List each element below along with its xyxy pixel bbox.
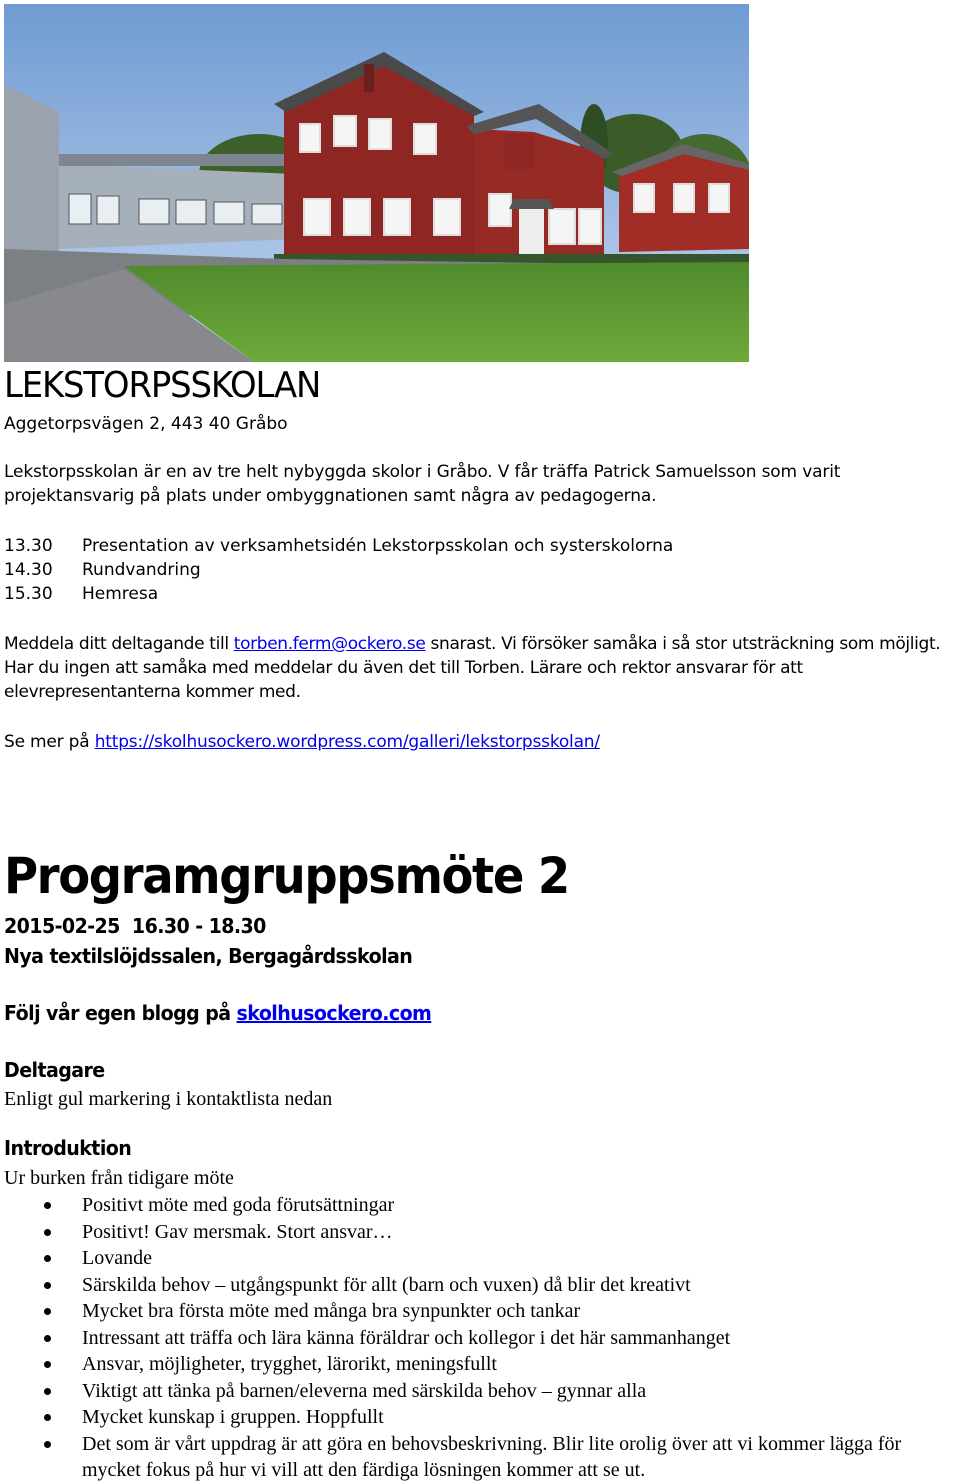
bullet-icon <box>44 1229 51 1236</box>
blog-line <box>4 998 431 1028</box>
schedule-row <box>4 534 673 558</box>
list-item-text: Det som är vårt uppdrag är att göra en behovsbeskrivning. Blir lite orolig över att vi kommer lägga för mycket fokus på hur vi vill att den färdiga lösningen kommer att se ut. <box>82 1432 902 1481</box>
school-address: Aggetorpsvägen 2, 443 40 Gråbo <box>4 414 288 434</box>
schedule-time: 15.30 <box>4 584 53 604</box>
meeting-location: Nya textilslöjdssalen, Bergagårdsskolan <box>4 944 413 968</box>
registration-notice <box>4 632 960 704</box>
school-title: LEKSTORPSSKOLAN <box>4 365 321 406</box>
list-item-text: Mycket kunskap i gruppen. Hoppfullt <box>82 1406 384 1428</box>
bullet-icon <box>44 1282 51 1289</box>
participants-text: Enligt gul markering i kontaktlista nedan <box>4 1088 333 1110</box>
bullet-icon <box>44 1414 51 1421</box>
participants-heading: Deltagare <box>4 1058 105 1082</box>
schedule-list <box>4 534 673 606</box>
list-item-text: Lovande <box>82 1247 152 1269</box>
see-more-line <box>4 730 600 754</box>
list-item-text: Positivt möte med goda förutsättningar <box>82 1194 395 1216</box>
bullet-icon <box>44 1388 51 1395</box>
introduction-heading: Introduktion <box>4 1136 132 1160</box>
schedule-time: 14.30 <box>4 560 53 580</box>
schedule-activity: Hemresa <box>82 584 159 604</box>
list-item <box>0 1378 960 1405</box>
see-more-prefix: Se mer på <box>4 732 95 752</box>
school-photo <box>4 4 749 362</box>
list-item <box>0 1219 960 1246</box>
schedule-time: 13.30 <box>4 536 53 556</box>
bullet-icon <box>44 1308 51 1315</box>
list-item-text: Särskilda behov – utgångspunkt för allt (barn och vuxen) då blir det kreativt <box>82 1273 691 1296</box>
introduction-list <box>0 1192 960 1484</box>
meeting-datetime: 2015-02-25 16.30 - 18.30 <box>4 914 266 938</box>
gallery-link[interactable]: https://skolhusockero.wordpress.com/galleri/lekstorpsskolan/ <box>94 732 600 752</box>
list-item <box>0 1272 960 1299</box>
list-item <box>0 1431 960 1484</box>
bullet-icon <box>44 1202 51 1209</box>
blog-link[interactable]: skolhusockero.com <box>236 1001 432 1025</box>
list-item <box>0 1404 960 1431</box>
meeting-title: Programgruppsmöte 2 <box>4 847 569 905</box>
schedule-row <box>4 558 673 582</box>
bullet-icon <box>44 1361 51 1368</box>
schedule-activity: Presentation av verksamhetsidén Lekstorpsskolan och systerskolorna <box>82 536 674 556</box>
email-link[interactable]: torben.ferm@ockero.se <box>233 634 426 654</box>
introduction-lead: Ur burken från tidigare möte <box>4 1167 234 1189</box>
list-item <box>0 1192 960 1219</box>
list-item <box>0 1298 960 1325</box>
list-item <box>0 1351 960 1378</box>
list-item-text: Positivt! Gav mersmak. Stort ansvar… <box>82 1220 393 1243</box>
list-item-text: Intressant att träffa och lära känna föräldrar och kollegor i det här sammanhanget <box>82 1326 731 1349</box>
list-item <box>0 1325 960 1352</box>
bullet-icon <box>44 1335 51 1342</box>
intro-paragraph: Lekstorpsskolan är en av tre helt nybyggda skolor i Gråbo. V får träffa Patrick Samuelsson som varit projektansvarig på plats under ombyggnationen samt några av pedagogerna. <box>4 462 841 506</box>
bullet-icon <box>44 1255 51 1262</box>
list-item-text: Viktigt att tänka på barnen/eleverna med särskilda behov – gynnar alla <box>82 1379 647 1402</box>
notice-prefix: Meddela ditt deltagande till <box>4 634 234 654</box>
list-item-text: Ansvar, möjligheter, trygghet, lärorikt, meningsfullt <box>82 1353 497 1375</box>
schedule-row <box>4 582 673 606</box>
list-item-text: Mycket bra första möte med många bra synpunkter och tankar <box>82 1300 581 1322</box>
notice-suffix: snarast. Vi försöker samåka i så stor utsträckning som möjligt. Har du ingen att samåka med meddelar du även det till Torben. Lärare och rektor ansvarar för att elevrepresentanterna kommer med. <box>4 634 941 702</box>
blog-prefix: Följ vår egen blogg på <box>4 1001 237 1025</box>
list-item <box>0 1245 960 1272</box>
bullet-icon <box>44 1441 51 1448</box>
schedule-activity: Rundvandring <box>82 560 201 580</box>
meeting-meta <box>4 911 412 971</box>
